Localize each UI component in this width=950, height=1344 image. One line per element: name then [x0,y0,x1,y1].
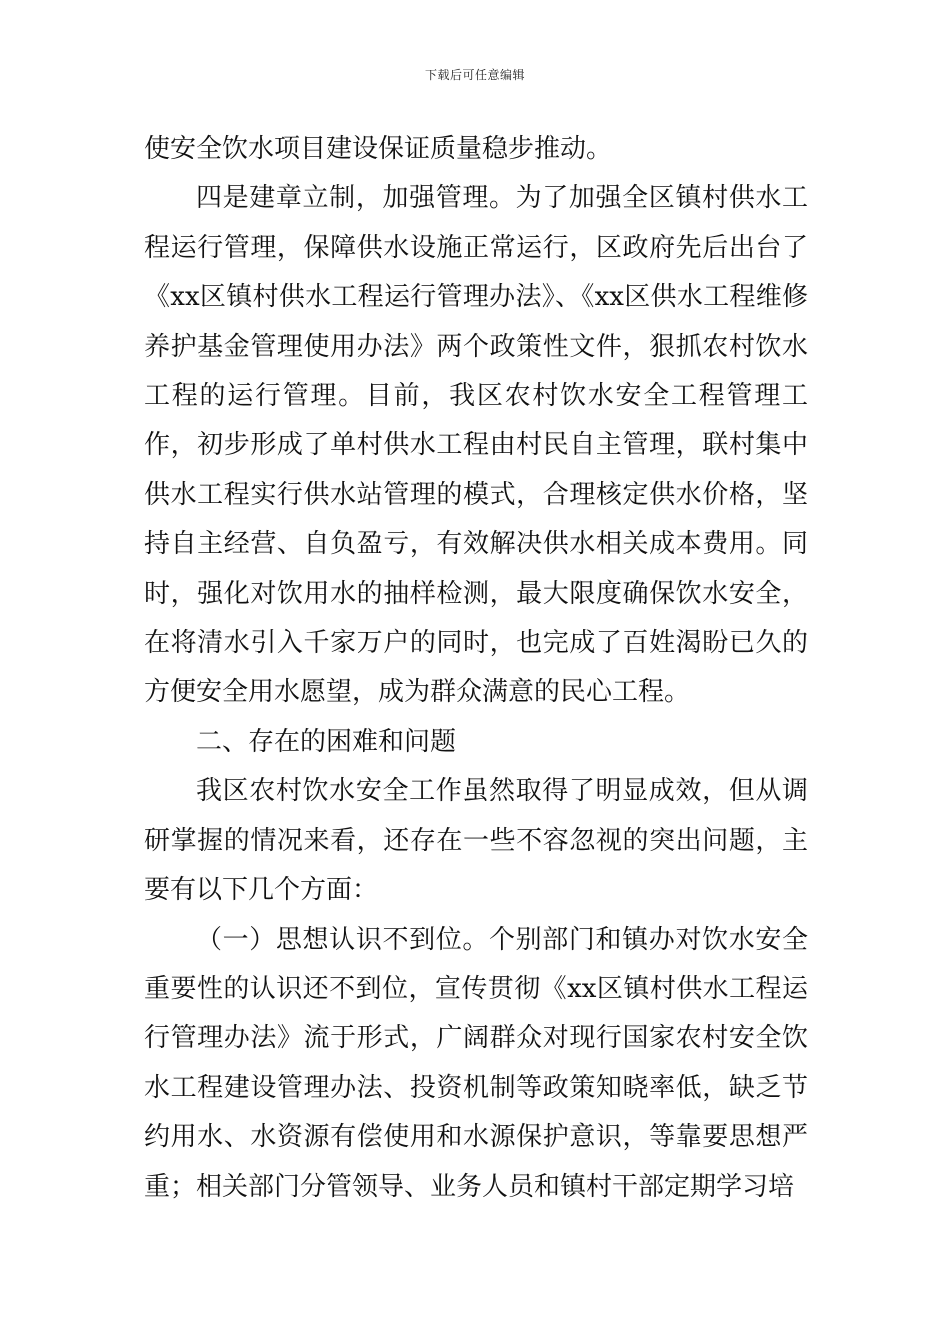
paragraph-awareness: （一）思想认识不到位。个别部门和镇办对饮水安全重要性的认识还不到位，宣传贯彻《xx区镇村供水工程运行管理办法》流于形式，广阔群众对现行国家农村安全饮水工程建设管理办法、投资机制等政策知晓率低，缺乏节约用水、水资源有偿使用和水源保护意识，等靠要思想严重；相关部门分管领导、业务人员和镇村干部定期学习培 [144,924,808,1202]
paragraph-problems-intro: 我区农村饮水安全工作虽然取得了明显成效，但从调研掌握的情况来看，还存在一些不容忽视的突出问题，主要有以下几个方面： [144,776,808,906]
section-heading-problems: 二、存在的困难和问题 [196,726,457,757]
paragraph-regulations: 四是建章立制，加强管理。为了加强全区镇村供水工程运行管理，保障供水设施正常运行，区政府先后出台了《xx区镇村供水工程运行管理办法》、《xx区供水工程维修养护基金管理使用办法》两个政策性文件，狠抓农村饮水工程的运行管理。目前，我区农村饮水安全工程管理工作，初步形成了单村供水工程由村民自主管理，联村集中供水工程实行供水站管理的模式，合理核定供水价格，坚持自主经营、自负盈亏，有效解决供水相关成本费用。同时，强化对饮用水的抽样检测，最大限度确保饮水安全，在将清水引入千家万户的同时，也完成了百姓渴盼已久的方便安全用水愿望，成为群众满意的民心工程。 [144,183,808,708]
paragraph-continuation: 使安全饮水项目建设保证质量稳步推动。 [144,134,613,164]
document-body [144,125,808,1212]
page-header-note: 下载后可任意编辑 [424,68,525,82]
